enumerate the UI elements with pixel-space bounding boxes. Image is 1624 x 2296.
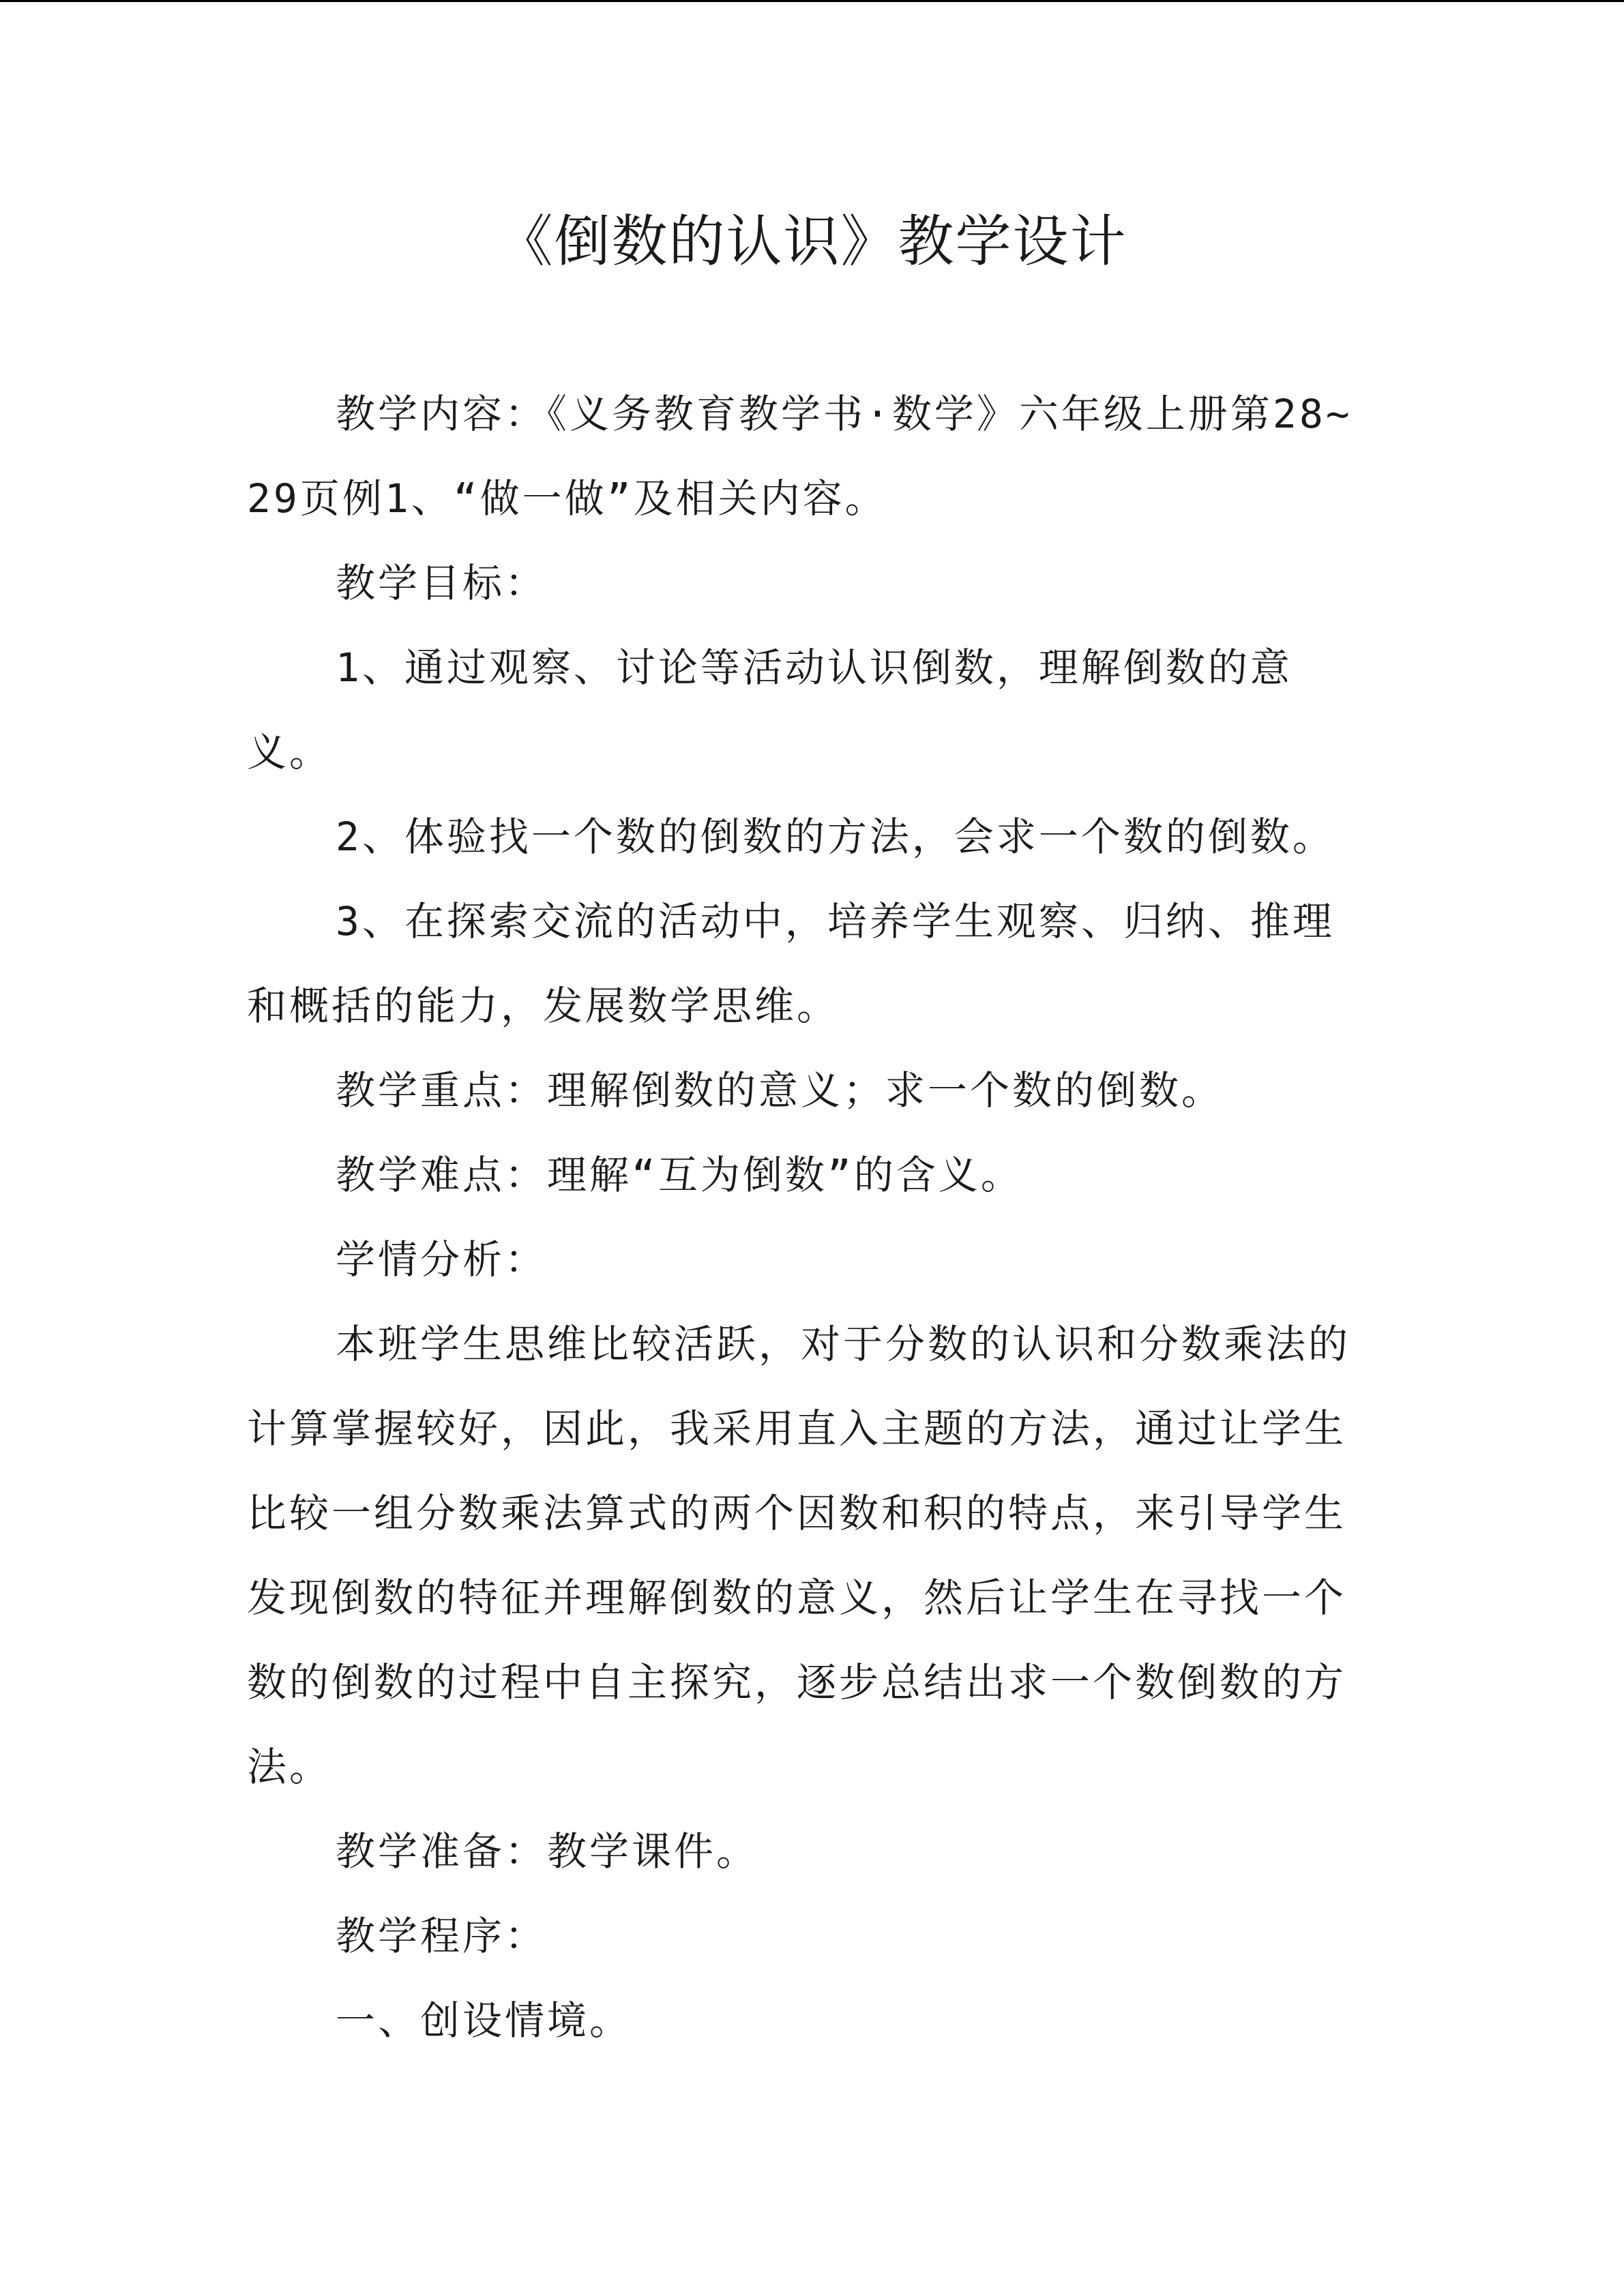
paragraph-analysis-body: 本班学生思维比较活跃，对于分数的认识和分数乘法的计算掌握较好，因此，我采用直入主题的方法，通过让学生比较一组分数乘法算式的两个因数和积的特点，来引导学生发现倒数的特征并理解倒数的意义，然后让学生在寻找一个数的倒数的过程中自主探究，逐步总结出求一个数倒数的方法。 [247, 1321, 1351, 1790]
paragraph-goal-2: 2、体验找一个数的倒数的方法，会求一个数的倒数。 [336, 814, 1335, 860]
page-top-border [0, 0, 1624, 2]
document-title: 《倒数的认识》教学设计 [497, 209, 1127, 274]
paragraph-analysis-heading: 学情分析： [336, 1236, 548, 1283]
paragraph-procedure-heading: 教学程序： [336, 1913, 548, 1959]
paragraph-goal-3: 3、在探索交流的活动中，培养学生观察、归纳、推理和概括的能力，发展数学思维。 [247, 898, 1335, 1029]
paragraph-section-1: 一、创设情境。 [336, 1997, 632, 2044]
paragraph-teaching-goals-heading: 教学目标： [336, 560, 548, 606]
paragraph-key-points: 教学重点：理解倒数的意义；求一个数的倒数。 [336, 1067, 1224, 1114]
document-body [247, 372, 1365, 2063]
paragraph-preparation: 教学准备：教学课件。 [336, 1828, 759, 1875]
paragraph-teaching-content: 教学内容：《义务教育教学书·数学》六年级上册第28~29页例1、“做一做”及相关内容。 [247, 391, 1353, 522]
paragraph-difficulties: 教学难点：理解“互为倒数”的含义。 [336, 1152, 1023, 1198]
paragraph-goal-1: 1、通过观察、讨论等活动认识倒数，理解倒数的意义。 [247, 644, 1293, 775]
